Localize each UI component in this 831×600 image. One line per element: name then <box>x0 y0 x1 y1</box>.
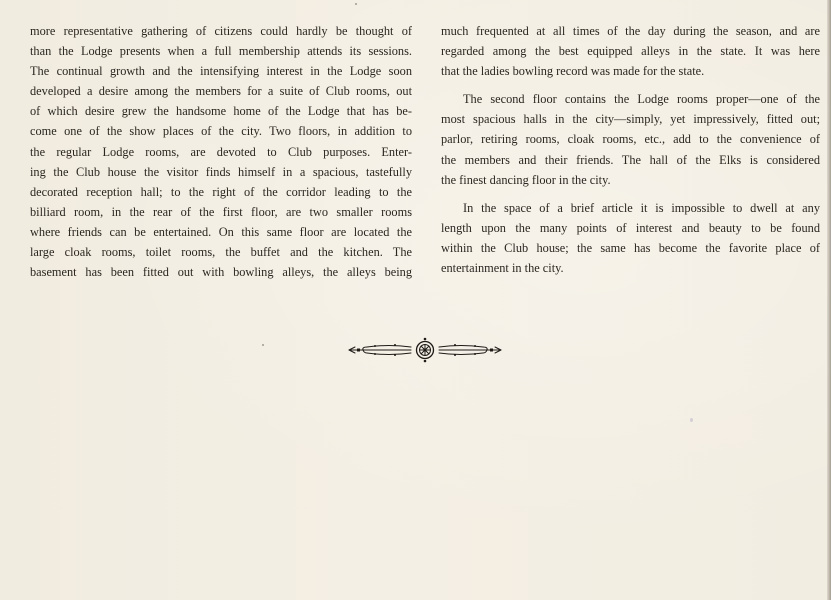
text-line: where friends can be entertained. On this same floor are located the <box>30 224 412 239</box>
paper-speck <box>355 3 357 5</box>
text-line: that the ladies bowling record was made for the state. <box>441 64 705 79</box>
text-line: decorated reception hall; to the right of the corridor leading to the <box>30 184 412 199</box>
text-line: than the Lodge presents when a full membership attends its sessions. <box>30 44 412 59</box>
text-line: The second floor contains the Lodge rooms proper—one of the <box>463 92 820 107</box>
paper-speck <box>690 418 693 422</box>
text-line: within the Club house; the same has become the favorite place of <box>441 240 820 255</box>
text-line: more representative gathering of citizens could hardly be thought of <box>30 24 412 38</box>
text-line: the members and their friends. The hall of the Elks is considered <box>441 152 820 167</box>
text-line: of which desire grew the handsome home of the Lodge that has be- <box>30 104 412 119</box>
text-line: large cloak rooms, toilet rooms, the buffet and the kitchen. The <box>30 245 412 260</box>
text-line: most spacious halls in the city—simply, yet impressively, fitted out; <box>441 112 820 127</box>
decorative-rule-ornament-icon <box>345 336 505 366</box>
text-line: developed a desire among the members for a suite of Club rooms, out <box>30 84 412 99</box>
right-text-column <box>441 21 820 278</box>
text-line: come one of the show places of the city. Two floors, in addition to <box>30 124 412 139</box>
text-line: regarded among the best equipped alleys in the state. It was here <box>441 44 820 59</box>
paragraph-gap <box>441 190 820 198</box>
text-line: The continual growth and the intensifying interest in the Lodge soon <box>30 64 412 79</box>
text-line: entertainment in the city. <box>441 261 564 276</box>
text-line: length upon the many points of interest and beauty to be found <box>441 220 820 235</box>
text-line: the finest dancing floor in the city. <box>441 172 611 187</box>
text-line: ing the Club house the visitor finds himself in a spacious, tastefully <box>30 164 412 179</box>
text-line: much frequented at all times of the day during the season, and are <box>441 24 820 38</box>
paragraph-bowling <box>441 21 820 81</box>
paper-speck <box>262 344 264 346</box>
page-edge-shadow <box>827 0 831 600</box>
paragraph-closing <box>441 198 820 278</box>
text-line: basement has been fitted out with bowling alleys, the alleys being <box>30 265 412 280</box>
paragraph-gap <box>441 81 820 89</box>
text-line: billiard room, in the rear of the first floor, are two smaller rooms <box>30 204 412 219</box>
text-line: parlor, retiring rooms, cloak rooms, etc., add to the convenience of <box>441 132 820 147</box>
text-line: In the space of a brief article it is impossible to dwell at any <box>463 200 820 215</box>
left-text-column <box>30 21 412 282</box>
paragraph-second-floor <box>441 89 820 189</box>
text-line: the regular Lodge rooms, are devoted to Club purposes. Enter- <box>30 144 412 159</box>
